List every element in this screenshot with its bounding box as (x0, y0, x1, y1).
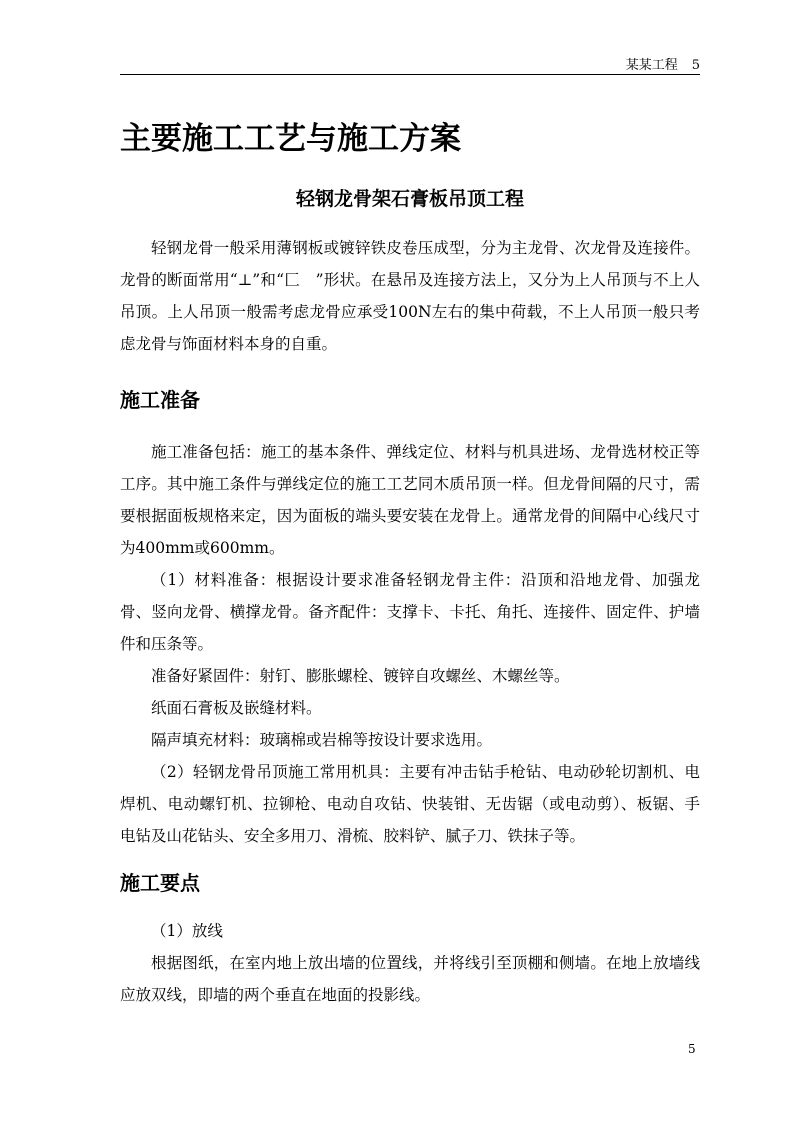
section-heading-preparation: 施工准备 (120, 388, 200, 412)
paragraph: 根据图纸，在室内地上放出墙的位置线，并将线引至顶棚和侧墙。在地上放墙线应放双线，即墙的两个垂直在地面的投影线。 (120, 954, 700, 1004)
intro-paragraph: 轻钢龙骨一般采用薄钢板或镀锌铁皮卷压成型，分为主龙骨、次龙骨及连接件。龙骨的断面常用“⊥”和“匚 ”形状。在悬吊及连接方法上，又分为上人吊顶与不上人吊顶。上人吊顶一般需考虑龙骨应承受100N左右的集中荷载，不上人吊顶一般只考虑龙骨与饰面材料本身的自重。 (120, 239, 700, 353)
section-key-points-body (120, 915, 700, 1011)
document-title: 主要施工工艺与施工方案 (120, 121, 461, 157)
paragraph: （1）放线 (151, 922, 223, 940)
page-header (120, 54, 700, 75)
section-preparation-body (120, 436, 700, 852)
header-page-number: 5 (691, 58, 700, 73)
footer-page-number: 5 (688, 1042, 696, 1056)
paragraph: （1）材料准备：根据设计要求准备轻钢龙骨主件：沿顶和沿地龙骨、加强龙骨、竖向龙骨、横撑龙骨。备齐配件：支撑卡、卡托、角托、连接件、固定件、护墙件和压条等。 (120, 571, 700, 653)
paragraph: 施工准备包括：施工的基本条件、弹线定位、材料与机具进场、龙骨选材校正等工序。其中施工条件与弹线定位的施工工艺同木质吊顶一样。但龙骨间隔的尺寸，需要根据面板规格来定，因为面板的端头要安装在龙骨上。通常龙骨的间隔中心线尺寸为400mm或600mm。 (120, 443, 700, 557)
section-heading-key-points: 施工要点 (120, 871, 200, 895)
paragraph: 隔声填充材料：玻璃棉或岩棉等按设计要求选用。 (151, 731, 493, 749)
paragraph: 准备好紧固件：射钉、膨胀螺栓、镀锌自攻螺丝、木螺丝等。 (151, 667, 570, 685)
document-subtitle: 轻钢龙骨架石膏板吊顶工程 (295, 188, 524, 210)
paragraph: 纸面石膏板及嵌缝材料。 (151, 699, 322, 717)
intro-block (120, 232, 700, 360)
header-title: 某某工程 (625, 58, 678, 73)
paragraph: （2）轻钢龙骨吊顶施工常用机具：主要有冲击钻手枪钻、电动砂轮切割机、电焊机、电动螺钉机、拉铆枪、电动自攻钻、快装钳、无齿锯（或电动剪）、板锯、手电钻及山花钻头、安全多用刀、滑梳、胶料铲、腻子刀、铁抹子等。 (120, 763, 700, 845)
